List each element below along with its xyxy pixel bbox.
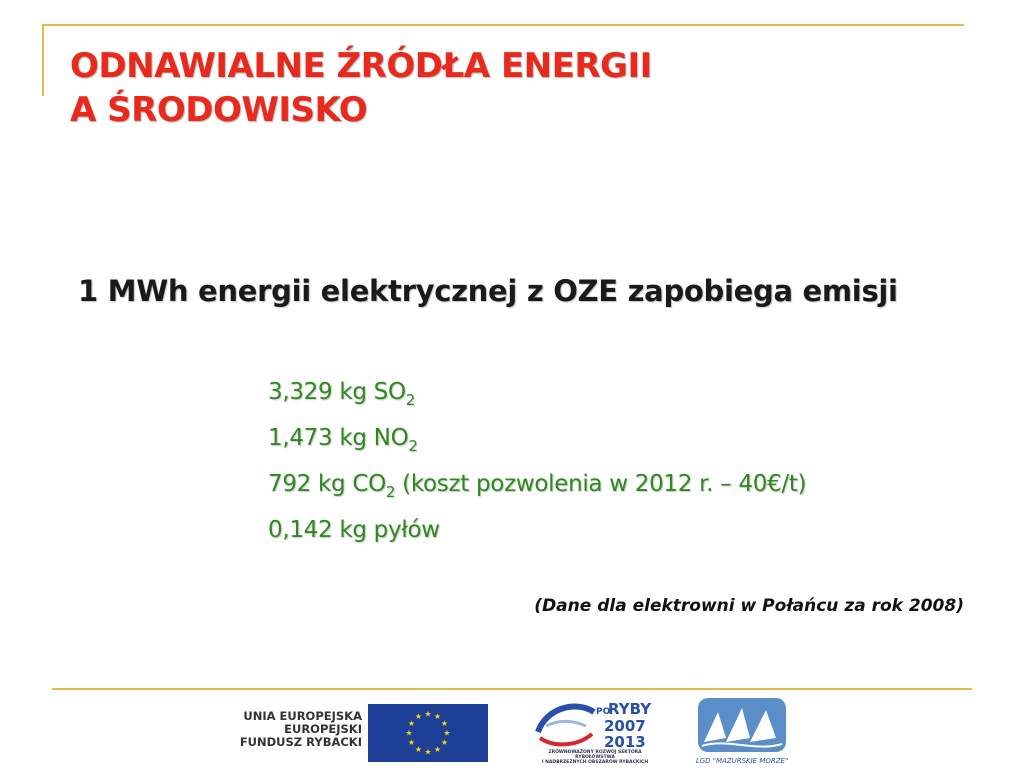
eu-star-icon: ★ <box>414 745 423 754</box>
title-line-1: ODNAWIALNE ŹRÓDŁA ENERGII <box>70 46 652 86</box>
eu-star-icon: ★ <box>424 747 432 757</box>
poryby-caption-line: I NADBRZEŻNYCH OBSZARÓW RYBACKICH <box>541 760 649 765</box>
emission-item-sub: 2 <box>385 483 396 501</box>
emission-item <box>268 464 806 510</box>
emission-item <box>268 372 806 418</box>
poryby-po: PO <box>596 707 611 717</box>
eu-fund-label <box>232 710 362 749</box>
eu-star-icon: ★ <box>440 738 449 747</box>
emission-item-sub: 2 <box>408 437 418 455</box>
emission-item <box>268 510 806 556</box>
emission-item-prefix: 0,142 kg pyłów <box>268 517 440 543</box>
headline: 1 MWh energii elektrycznej z OZE zapobiega emisji <box>78 274 898 308</box>
emission-item-prefix: 1,473 kg NO <box>268 425 409 451</box>
eu-fund-line: EUROPEJSKI <box>284 722 362 736</box>
source-note: (Dane dla elektrowni w Połańcu za rok 2008) <box>534 596 964 616</box>
lgd-text: LGD "MAZURSKIE MORZE" <box>696 757 788 765</box>
eu-flag-icon <box>368 704 488 762</box>
eu-star-icon: ★ <box>440 719 449 728</box>
poryby-year1: 2007 <box>604 717 646 735</box>
eu-star-icon: ★ <box>407 738 416 747</box>
eu-fund-line: UNIA EUROPEJSKA <box>243 709 362 723</box>
left-rule <box>42 24 44 96</box>
eu-star-icon: ★ <box>405 728 413 738</box>
emission-item <box>268 418 806 464</box>
eu-star-icon: ★ <box>424 709 432 719</box>
emission-item-sub: 2 <box>405 391 416 409</box>
top-rule <box>44 24 964 26</box>
emission-item-prefix: 792 kg CO <box>268 471 386 497</box>
poryby-ryby: RYBY <box>608 700 652 718</box>
slide-title <box>70 44 652 132</box>
poryby-caption-line: ZRÓWNOWAŻONY ROZWÓJ SEKTORA RYBOŁÓWSTWA <box>548 750 642 760</box>
emission-item-suffix: (koszt pozwolenia w 2012 r. – 40€/t) <box>395 471 807 497</box>
bottom-rule <box>52 688 972 690</box>
lgd-logo-icon <box>696 694 788 766</box>
eu-star-icon: ★ <box>443 728 451 738</box>
emission-item-prefix: 3,329 kg SO <box>268 379 406 405</box>
eu-star-icon: ★ <box>433 745 442 754</box>
poryby-year2: 2013 <box>604 733 646 750</box>
eu-star-icon: ★ <box>433 712 442 721</box>
emission-list <box>268 372 806 556</box>
title-line-2: A ŚRODOWISKO <box>70 90 368 130</box>
eu-fund-line: FUNDUSZ RYBACKI <box>239 735 362 749</box>
eu-star-icon: ★ <box>414 712 423 721</box>
poryby-caption <box>540 750 650 765</box>
eu-star-icon: ★ <box>407 719 416 728</box>
